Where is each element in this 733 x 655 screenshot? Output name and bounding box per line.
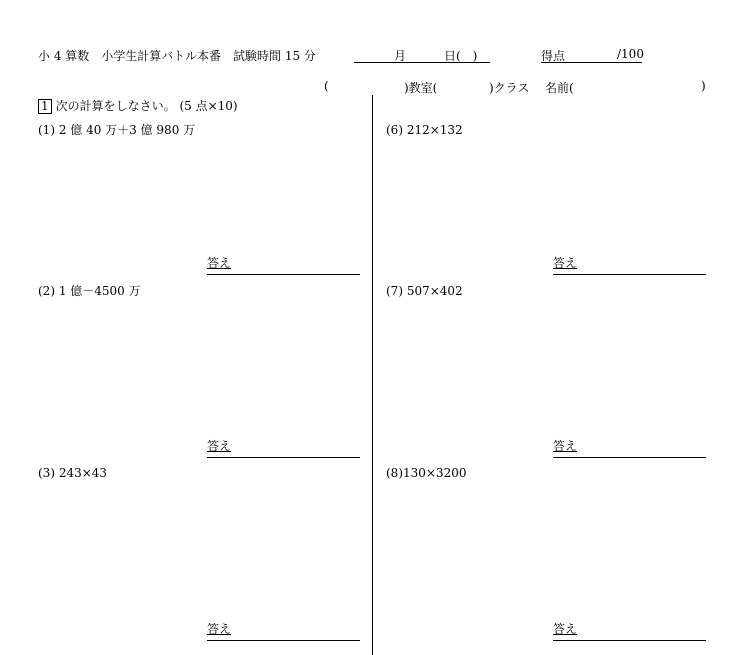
answer-field-6[interactable] — [553, 256, 706, 275]
answer-field-2[interactable] — [207, 439, 360, 458]
instruction-text: 次の計算をしなさい。 (5 点×10) — [55, 99, 238, 113]
problem-3: (3) 243×43 — [38, 466, 108, 480]
name-label: 名前( — [545, 81, 574, 95]
answer-label: 答え — [207, 622, 232, 636]
column-divider — [372, 95, 373, 655]
section-instruction — [38, 99, 238, 114]
page-title: 小 4 算数 小学生計算バトル本番 試験時間 15 分 — [38, 49, 316, 63]
problem-8: (8)130×3200 — [386, 466, 467, 480]
classroom-open-paren: ( — [324, 79, 329, 93]
problem-2: (2) 1 億－4500 万 — [38, 284, 141, 298]
answer-label: 答え — [553, 622, 578, 636]
answer-field-3[interactable] — [207, 622, 360, 641]
answer-field-8[interactable] — [553, 622, 706, 641]
answer-label: 答え — [207, 439, 232, 453]
problem-6: (6) 212×132 — [386, 123, 463, 137]
section-number: 1 — [38, 99, 52, 114]
problem-7: (7) 507×402 — [386, 284, 463, 298]
score-max: /100 — [617, 47, 644, 61]
classroom-label: )教室( — [404, 81, 438, 95]
day-label: 日( ) — [444, 49, 478, 63]
answer-label: 答え — [207, 256, 232, 270]
answer-field-1[interactable] — [207, 256, 360, 275]
answer-label: 答え — [553, 439, 578, 453]
class-label: )クラス — [489, 81, 530, 95]
problem-1: (1) 2 億 40 万＋3 億 980 万 — [38, 123, 196, 137]
score-label: 得点 — [541, 49, 566, 63]
month-label: 月 — [394, 49, 407, 63]
name-close-paren: ) — [701, 79, 706, 93]
answer-label: 答え — [553, 256, 578, 270]
answer-field-7[interactable] — [553, 439, 706, 458]
